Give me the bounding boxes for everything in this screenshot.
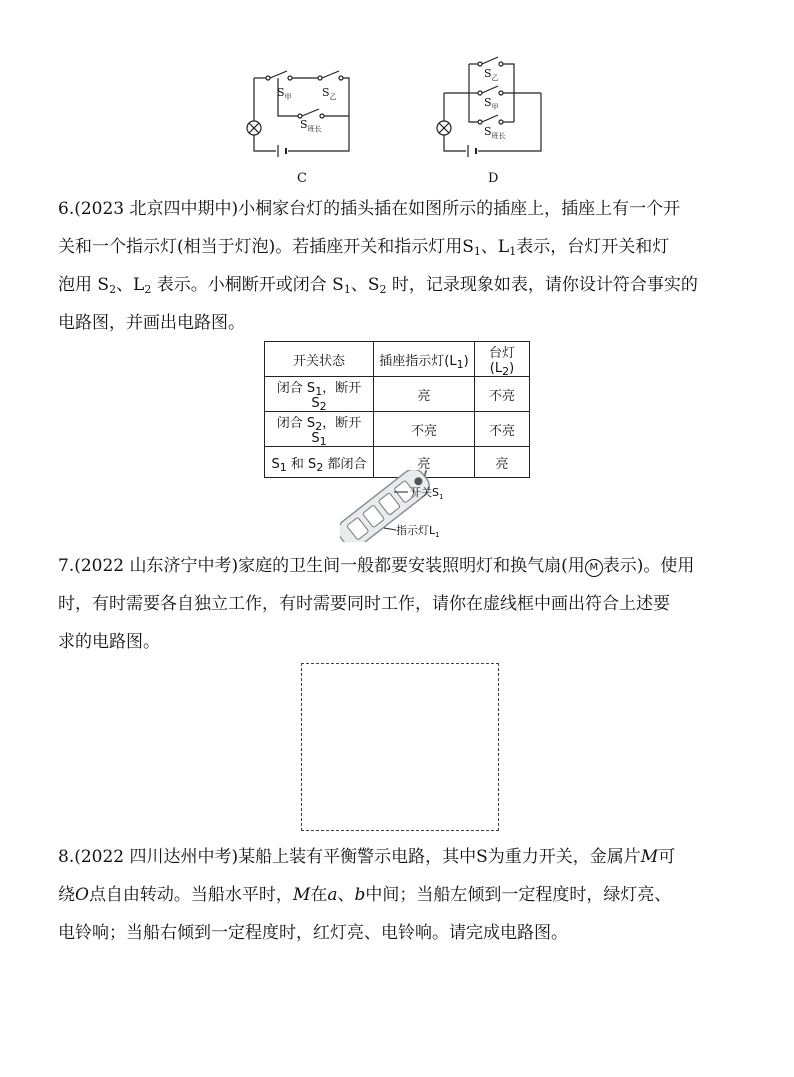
q7-line-1b: 表示)。使用 (602, 556, 695, 576)
figure-d-label: D (488, 171, 499, 186)
table-cell: 闭合 $S_2$，断开 $S_1$ (265, 412, 374, 447)
q7-line-1 (58, 547, 748, 585)
table-cell: 亮 (374, 447, 475, 478)
d-switch-label-3: $S_{班长}$ (484, 125, 506, 140)
table-cell: 不亮 (475, 377, 530, 412)
q8-line-1: 8.(2022 四川达州中考)某船上装有平衡警示电路，其中S为重力开关，金属片M可 (58, 847, 676, 867)
circuit-figure-c (247, 71, 349, 157)
table-cell: 不亮 (374, 412, 475, 447)
table-header: 台灯$(L_2)$ (475, 342, 530, 377)
switch-state-table (264, 341, 530, 478)
table-cell: 亮 (374, 377, 475, 412)
q8-line-2: 绕O点自由转动。当船水平时，M在a、b中间；当船左倾到一定程度时，绿灯亮、 (58, 885, 672, 905)
question-6 (58, 190, 748, 342)
table-header-row (265, 342, 530, 377)
table-row (265, 412, 530, 447)
question-7 (58, 547, 748, 661)
motor-icon: M (585, 559, 603, 577)
socket-lamp-label: 指示灯$L_1$ (396, 524, 440, 539)
table-cell: 闭合 $S_1$，断开 $S_2$ (265, 377, 374, 412)
q6-line-1: 6.(2023 北京四中期中)小桐家台灯的插头插在如图所示的插座上，插座上有一个开 (58, 199, 681, 219)
d-switch-label-1: $S_乙$ (484, 67, 499, 82)
c-switch-label-1: $S_甲$ (277, 86, 292, 101)
table-cell: $S_1$ 和 $S_2$ 都闭合 (265, 447, 374, 478)
table-cell: 不亮 (475, 412, 530, 447)
q8-line-3: 电铃响；当船右倾到一定程度时，红灯亮、电铃响。请完成电路图。 (58, 923, 568, 943)
socket-switch-label: 开关$S_1$ (410, 486, 444, 501)
table-row (265, 377, 530, 412)
table-cell: 亮 (475, 447, 530, 478)
question-8 (58, 838, 748, 952)
q7-line-3: 求的电路图。 (58, 632, 160, 652)
table-header: 插座指示灯$(L_1)$ (374, 342, 475, 377)
c-switch-label-3: $S_{班长}$ (300, 118, 322, 133)
table-header: 开关状态 (265, 342, 374, 377)
power-strip-illustration (340, 470, 480, 542)
q6-line-4: 电路图，并画出电路图。 (58, 313, 245, 333)
figure-c-label: C (297, 171, 307, 186)
q7-line-1a: 7.(2022 山东济宁中考)家庭的卫生间一般都要安装照明灯和换气扇(用 (58, 556, 585, 576)
d-switch-label-2: $S_甲$ (484, 96, 499, 111)
answer-dashed-box[interactable] (301, 663, 499, 831)
q6-line-2: 关和一个指示灯(相当于灯泡)。若插座开关和指示灯用$S_1$、$L_1$表示，台灯开关和灯 (58, 237, 670, 258)
c-switch-label-2: $S_乙$ (322, 86, 337, 101)
q7-line-2: 时，有时需要各自独立工作，有时需要同时工作，请你在虚线框中画出符合上述要 (58, 594, 670, 614)
q6-line-3: 泡用 $S_2$、$L_2$ 表示。小桐断开或闭合 $S_1$、$S_2$ 时，记录现象如表，请你设计符合事实的 (58, 275, 698, 296)
circuit-figures (0, 0, 794, 200)
